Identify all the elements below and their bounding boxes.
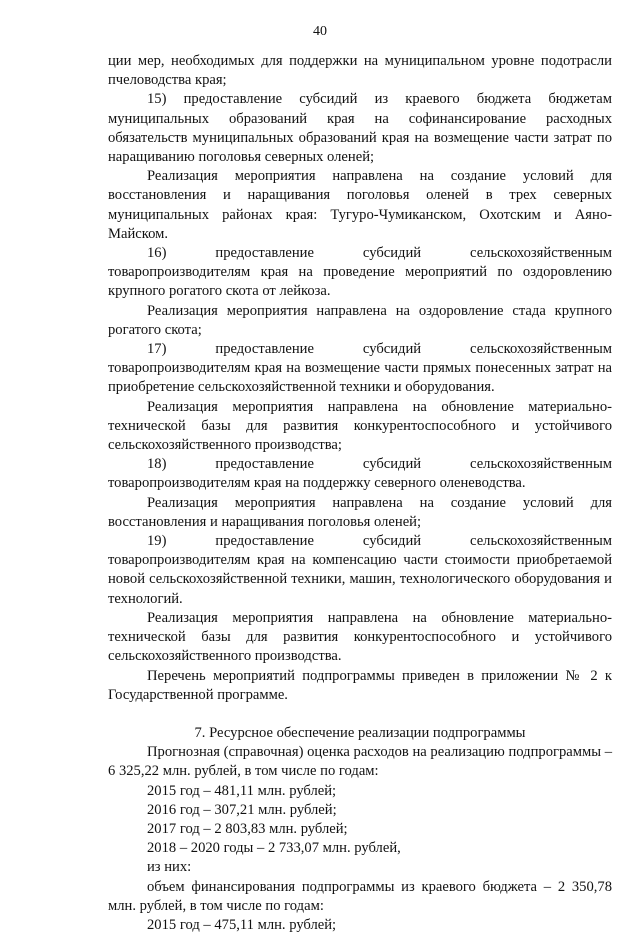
paragraph: 19) предоставление субсидий сельскохозяйственным товаропроизводителям края на компенсацию части стоимости приобретаемой новой сельскохозяйственной техники, машин, технологического оборудования и технологий. — [108, 533, 612, 607]
finance-year-line: 2015 год – 481,11 млн. рублей; — [147, 782, 337, 799]
finance-regional: объем финансирования подпрограммы из краевого бюджета – 2 350,78 млн. рублей, в том числе по годам: — [108, 878, 612, 914]
paragraph: Перечень мероприятий подпрограммы приведен в приложении № 2 к Государственной программе. — [108, 667, 612, 703]
paragraph: Реализация мероприятия направлена на создание условий для восстановления и наращивания поголовья оленей; — [108, 494, 612, 530]
finance-of-them: из них: — [147, 859, 192, 876]
document-body — [108, 52, 612, 935]
finance-year-line: 2016 год – 307,21 млн. рублей; — [147, 801, 337, 818]
paragraph: Реализация мероприятия направлена на обновление материально-технической базы для развития конкурентоспособного и устойчивого сельскохозяйственного производства; — [108, 398, 612, 454]
paragraph: 17) предоставление субсидий сельскохозяйственным товаропроизводителям края на возмещение части прямых понесенных затрат на приобретение сельскохозяйственной техники и оборудования. — [108, 341, 612, 396]
paragraph: Реализация мероприятия направлена на создание условий для восстановления и наращивания поголовья оленей в трех северных муниципальных районах края: Тугуро-Чумиканском, Охотским и Аяно-Майском. — [108, 168, 612, 242]
finance-year-line: 2017 год – 2 803,83 млн. рублей; — [147, 820, 348, 837]
paragraph: Реализация мероприятия направлена на обновление материально-технической базы для развития конкурентоспособного и устойчивого сельскохозяйственного производства. — [108, 609, 612, 665]
finance-intro: Прогнозная (справочная) оценка расходов на реализацию подпрограммы – 6 325,22 млн. рублей, в том числе по годам: — [108, 744, 612, 780]
paragraph: 18) предоставление субсидий сельскохозяйственным товаропроизводителям края на поддержку северного оленеводства. — [108, 456, 612, 492]
page-number: 40 — [313, 24, 327, 39]
paragraph: Реализация мероприятия направлена на оздоровление стада крупного рогатого скота; — [108, 302, 612, 338]
paragraph: ции мер, необходимых для поддержки на муниципальном уровне подотрасли пчеловодства края; — [108, 53, 612, 89]
section-title: 7. Ресурсное обеспечение реализации подпрограммы — [194, 724, 526, 741]
paragraph: 15) предоставление субсидий из краевого бюджета бюджетам муниципальных образований края на софинансирование расходных обязательств муниципальных образований края на возмещение части затрат по наращиванию поголовья северных оленей; — [108, 91, 612, 166]
finance-year-line: 2018 – 2020 годы – 2 733,07 млн. рублей, — [147, 840, 401, 857]
finance-regional-year-line: 2015 год – 475,11 млн. рублей; — [147, 916, 337, 933]
paragraph: 16) предоставление субсидий сельскохозяйственным товаропроизводителям края на проведение мероприятий по оздоровлению крупного рогатого скота от лейкоза. — [108, 245, 612, 300]
